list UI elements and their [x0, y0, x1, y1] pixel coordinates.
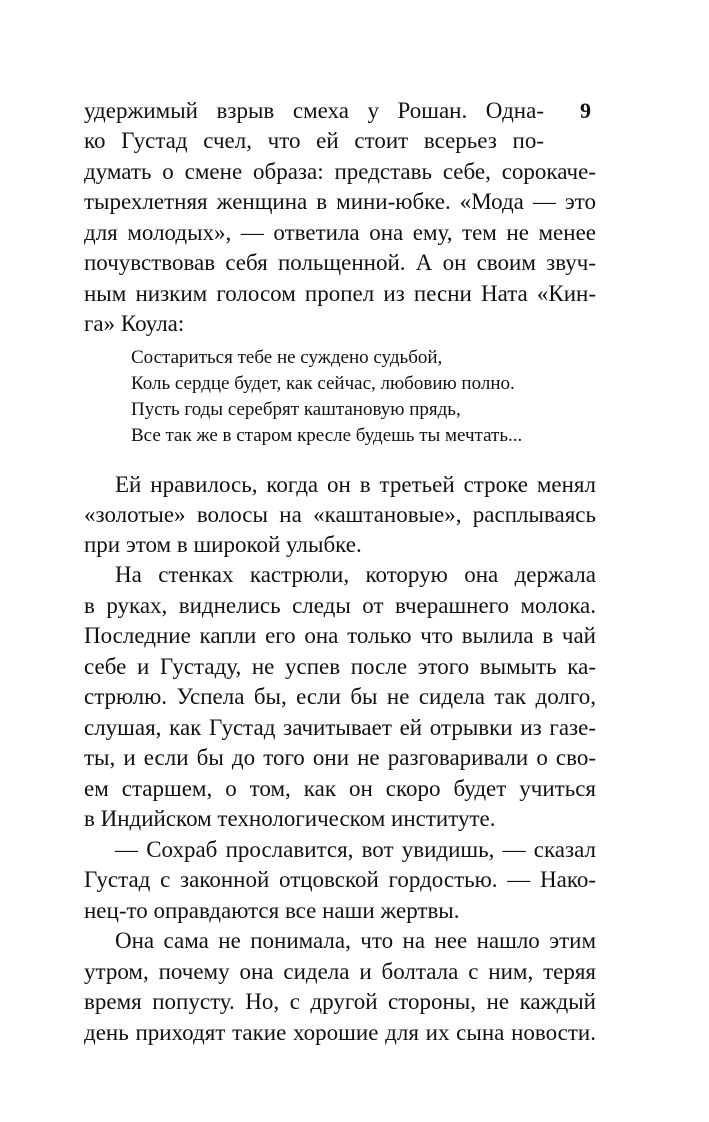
- text-line: тырехлетняя женщина в мини-юбке. «Мода — это: [84, 189, 596, 214]
- text-line: стрюлю. Успела бы, если бы не сидела так долго,: [84, 684, 596, 709]
- text-line: Она сама не понимала, что на нее нашло этим: [115, 928, 596, 953]
- text-line: в руках, виднелись следы от вчерашнего молока.: [84, 593, 596, 618]
- text-line: Ей нравилось, когда он в третьей строке менял: [115, 472, 596, 497]
- text-line: думать о смене образа: представь себе, сорокаче-: [84, 159, 596, 184]
- text-line: почувствовав себя польщенной. А он своим звуч-: [84, 250, 596, 275]
- text-line: в Индийском технологическом институте.: [84, 806, 496, 831]
- text-line: га» Коула:: [84, 311, 185, 336]
- text-line: — Сохраб прославится, вот увидишь, — сказал: [115, 837, 596, 862]
- text-line: слушая, как Густад зачитывает ей отрывки из газе-: [84, 715, 596, 740]
- verse-line: Коль сердце будет, как сейчас, любовию полно.: [131, 373, 515, 394]
- page-number: 9: [580, 98, 591, 123]
- text-line: На стенках кастрюли, которую она держала: [115, 562, 596, 587]
- text-line: нец-то оправдаются все наши жертвы.: [84, 898, 460, 923]
- text-line: себе и Густаду, не успев после этого вымыть ка-: [84, 654, 596, 679]
- text-line: удержимый взрыв смеха у Рошан. Однa-: [84, 98, 544, 123]
- text-line: ты, и если бы до того они не разговаривали о сво-: [84, 745, 596, 770]
- verse-line: Пусть годы серебрят каштановую прядь,: [131, 399, 461, 420]
- text-line: при этом в широкой улыбке.: [84, 532, 362, 557]
- text-line: Густад с законной отцовской гордостью. — Нако-: [84, 867, 596, 892]
- text-line: день приходят такие хорошие для их сына новости.: [84, 1020, 596, 1045]
- text-line: для молодых», — ответила она ему, тем не менее: [84, 220, 596, 245]
- text-line: ным низким голосом пропел из песни Ната «Кин-: [84, 281, 596, 306]
- text-line: ко Густад счел, что ей стоит всерьез по-: [84, 128, 544, 153]
- text-line: время попусту. Но, с другой стороны, не каждый: [84, 989, 596, 1014]
- text-line: утром, почему она сидела и болтала с ним, теряя: [84, 959, 596, 984]
- text-line: «золотые» волосы на «каштановые», расплываясь: [84, 502, 596, 527]
- text-line: Последние капли его она только что вылила в чай: [84, 623, 596, 648]
- verse-line: Все так же в старом кресле будешь ты мечтать...: [131, 425, 523, 446]
- verse-line: Состариться тебе не суждено судьбой,: [131, 347, 443, 368]
- text-line: ем старшем, о том, как он скоро будет учиться: [84, 776, 596, 801]
